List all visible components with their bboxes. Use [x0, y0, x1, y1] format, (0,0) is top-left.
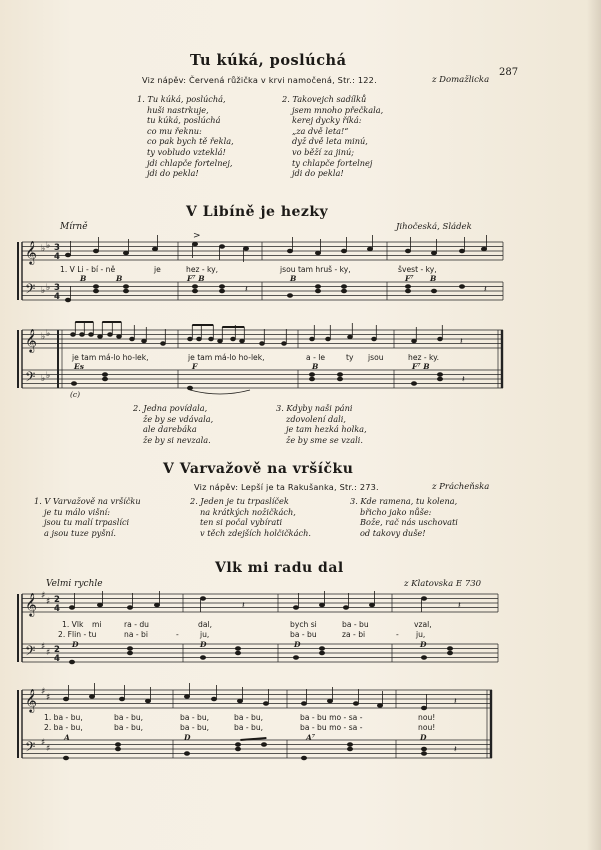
song4-lyric-v2-11: ba - bu, — [180, 723, 210, 732]
song2-lyric-5: švest - ky, — [398, 265, 437, 274]
song4-chord-3: D — [294, 640, 301, 649]
song3-subtitle: Viz nápěv: Lepší je ta Rakušanka, Str.: 273. — [194, 482, 379, 492]
svg-text:♭: ♭ — [46, 371, 51, 381]
song2-lyric-6: je tam má-lo ho-lek, — [72, 353, 149, 362]
song2-lyric-10: jsou — [368, 353, 384, 362]
svg-text:𝄽: 𝄽 — [245, 285, 248, 295]
song3-origin: z Prácheňska — [432, 482, 490, 492]
song4-lyric-v2-3: - — [176, 630, 179, 639]
song2-chord-5: F⁷ — [405, 274, 414, 283]
svg-text:𝄢: 𝄢 — [25, 281, 36, 300]
svg-text:3: 3 — [54, 243, 60, 253]
song2-chord-7: Es — [74, 362, 84, 371]
svg-text:𝄽: 𝄽 — [458, 601, 461, 611]
song4-chord-4: D — [420, 640, 427, 649]
svg-text:♭: ♭ — [41, 286, 46, 296]
svg-text:♯: ♯ — [46, 744, 51, 754]
svg-text:♭: ♭ — [46, 329, 51, 339]
svg-text:𝄽: 𝄽 — [460, 337, 463, 347]
song2-origin: Jihočeská, Sládek — [396, 222, 472, 232]
song4-lyric-v1-10: ba - bu, — [180, 713, 210, 722]
song2-chord-3: F⁷ B — [187, 274, 205, 283]
song3-verse-2: 2. Jeden je tu trpaslíček na krátkých nožičkách, ten si počal vybírati v těch zdejších holčičkách. — [190, 496, 311, 538]
song2-lyric-8: a - le — [306, 353, 326, 362]
svg-text:♭: ♭ — [41, 374, 46, 384]
song2-footnote-mark: (c) — [70, 390, 81, 399]
song4-lyric-v1-11: ba - bu, — [234, 713, 264, 722]
svg-text:𝄢: 𝄢 — [25, 643, 36, 662]
svg-text:♭: ♭ — [41, 332, 46, 342]
svg-text:2: 2 — [54, 645, 60, 655]
song3-verse-3: 3. Kde ramena, tu kolena, břicho jako nůše: Bože, rač nás uschovati od takovy duše! — [350, 496, 458, 538]
song4-tempo: Velmi rychle — [46, 579, 103, 589]
svg-text:♭: ♭ — [46, 283, 51, 293]
song4-lyric-v1-5: bych si — [290, 620, 317, 629]
song2-title: V Libíně je hezky — [186, 204, 329, 220]
song2-lyric-2: je — [154, 265, 161, 274]
song4-lyric-v1-12: ba - bu mo - sa - — [300, 713, 363, 722]
song4-lyric-v1-8: 1. ba - bu, — [44, 713, 83, 722]
song4-lyric-v2-4: ju, — [200, 630, 210, 639]
song4-lyric-v1-1: 1. Vlk — [62, 620, 84, 629]
svg-text:𝄞: 𝄞 — [25, 688, 37, 712]
svg-text:>: > — [193, 231, 201, 241]
svg-text:𝄞: 𝄞 — [25, 328, 37, 352]
svg-text:♯: ♯ — [41, 687, 46, 697]
svg-text:𝄽: 𝄽 — [242, 601, 245, 611]
svg-text:4: 4 — [54, 654, 60, 664]
svg-text:𝄞: 𝄞 — [25, 240, 37, 264]
song4-chord-5: A — [64, 733, 70, 742]
song3-verse-1: 1. V Varvažově na vršíčku je tu málo višní: jsou tu malí trpaslíci a jsou tuze pyšní. — [34, 496, 141, 538]
song3-title: V Varvažově na vršíčku — [163, 461, 354, 477]
svg-text:4: 4 — [54, 292, 60, 302]
song1-verse-2: 2. Takovejch sadílků jsem mnoho přečkala, kerej dycky říká: „za dvě leta!“ dyž dvě leta minú, vo běží za jinú; ty chlapče fortelnej jdi do pekla! — [282, 94, 384, 179]
song2-chord-9: B — [312, 362, 319, 371]
svg-text:𝄽: 𝄽 — [454, 745, 457, 755]
svg-text:4: 4 — [54, 252, 60, 262]
song2-chord-2: B — [116, 274, 123, 283]
song1-verse-1: 1. Tu kúká, poslúchá, huši nastrkuje, tu kúká, poslúchá co mu řeknu: co pak bych tě řekla, ty vobludo vzteklá! jdi chlapče fortelnej, jdi do pekla! — [137, 94, 234, 179]
song4-lyric-v2-6: za - bi — [342, 630, 366, 639]
song4-lyric-v1-4: dal, — [198, 620, 212, 629]
song4-chord-7: A⁷ — [306, 733, 316, 742]
svg-text:3: 3 — [54, 283, 60, 293]
song4-lyric-v2-10: ba - bu, — [114, 723, 144, 732]
song4-title: Vlk mi radu dal — [215, 560, 344, 576]
song4-lyric-v1-3: ra - du — [124, 620, 149, 629]
song2-lyric-3: hez - ky, — [186, 265, 219, 274]
song2-lyric-9: ty — [346, 353, 354, 362]
song4-lyric-v2-14: nou! — [418, 723, 436, 732]
song2-tempo: Mírně — [60, 222, 88, 232]
svg-text:𝄽: 𝄽 — [454, 697, 457, 707]
svg-text:♭: ♭ — [46, 241, 51, 251]
song4-chord-6: D — [184, 733, 191, 742]
song4-origin: z Klatovska E 730 — [404, 579, 482, 589]
song4-lyric-v1-9: ba - bu, — [114, 713, 144, 722]
song1-subtitle: Viz nápěv: Červená růžička v krvi namočená, Str.: 122. — [142, 75, 377, 85]
svg-text:𝄽: 𝄽 — [484, 285, 487, 295]
svg-text:𝄢: 𝄢 — [25, 739, 36, 758]
song4-lyric-v2-1: 2. Flin - tu — [58, 630, 97, 639]
svg-text:♯: ♯ — [46, 648, 51, 658]
song4-lyric-v1-6: ba - bu — [342, 620, 369, 629]
svg-text:♯: ♯ — [46, 597, 51, 607]
song2-verse-3: 3. Kdyby naši páni zdovolení dali, je tam hezká holka, že by sme se vzali. — [276, 403, 367, 445]
svg-text:𝄽: 𝄽 — [462, 375, 465, 385]
song4-lyric-v2-13: ba - bu mo - sa - — [300, 723, 363, 732]
svg-text:♯: ♯ — [41, 738, 46, 748]
svg-text:♯: ♯ — [46, 693, 51, 703]
song4-chord-1: D — [72, 640, 79, 649]
svg-text:2: 2 — [54, 595, 60, 605]
song4-chord-8: D — [420, 733, 427, 742]
svg-text:𝄞: 𝄞 — [25, 592, 37, 616]
song4-system1-staves — [0, 584, 601, 674]
song2-lyric-1: 1. V Li - bí - ně — [60, 265, 116, 274]
song2-chord-8: F — [192, 362, 198, 371]
song2-chord-6: B — [430, 274, 437, 283]
song4-lyric-v1-2: mi — [92, 620, 102, 629]
song2-lyric-7: je tam má-lo ho-lek, — [188, 353, 265, 362]
song4-lyric-v2-12: ba - bu, — [234, 723, 264, 732]
svg-text:𝄢: 𝄢 — [25, 369, 36, 388]
song2-verse-2: 2. Jedna povídala, že by se vdávala, ale darebáka že by si nevzala. — [133, 403, 214, 445]
song4-chord-2: D — [200, 640, 207, 649]
song4-lyric-v1-7: vzal, — [414, 620, 432, 629]
song4-lyric-v2-7: - — [396, 630, 399, 639]
song2-chord-10: F⁷ B — [412, 362, 430, 371]
song2-lyric-11: hez - ky. — [408, 353, 439, 362]
page-number: 287 — [499, 67, 519, 78]
song4-lyric-v2-9: 2. ba - bu, — [44, 723, 83, 732]
song1-origin: z Domažlicka — [432, 75, 490, 85]
song4-lyric-v1-13: nou! — [418, 713, 436, 722]
svg-text:♯: ♯ — [41, 642, 46, 652]
song2-lyric-4: jsou tam hruš - ky, — [280, 265, 351, 274]
svg-text:♯: ♯ — [41, 591, 46, 601]
song2-chord-4: B — [290, 274, 297, 283]
song4-lyric-v2-5: ba - bu — [290, 630, 317, 639]
song2-chord-1: B — [80, 274, 87, 283]
song1-title: Tu kúká, poslúchá — [190, 52, 347, 69]
song4-lyric-v2-8: ju, — [416, 630, 426, 639]
svg-text:♭: ♭ — [41, 244, 46, 254]
song4-lyric-v2-2: na - bi — [124, 630, 148, 639]
svg-text:4: 4 — [54, 604, 60, 614]
